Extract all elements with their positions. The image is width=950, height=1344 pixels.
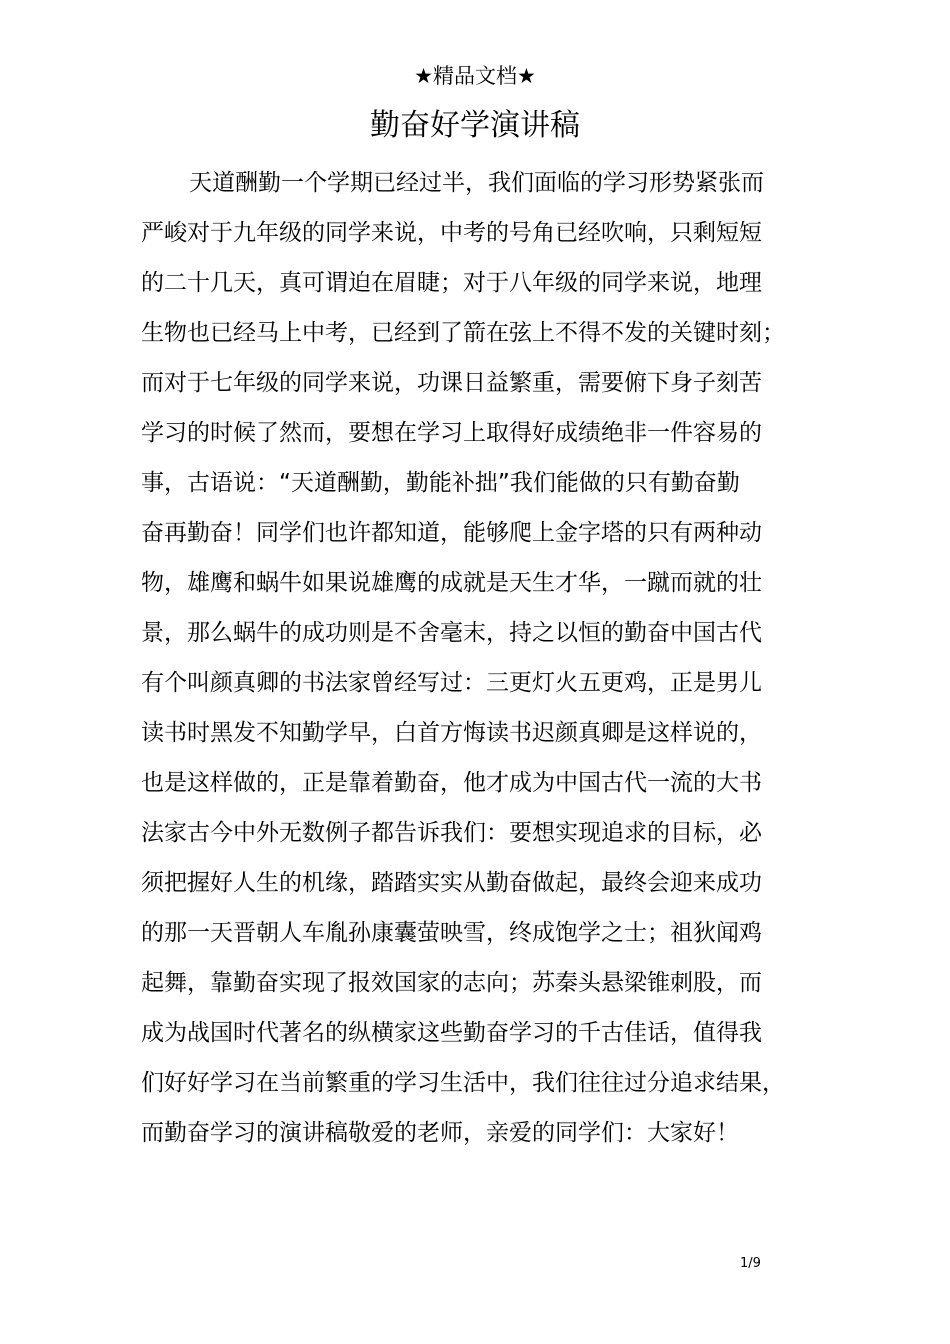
paragraph-line: 须把握好人生的机缘，踏踏实实从勤奋做起，最终会迎来成功 [141,870,762,896]
paragraph-line: 天道酬勤一个学期已经过半，我们面临的学习形势紧张而 [189,170,764,196]
paragraph-line: 有个叫颜真卿的书法家曾经写过：三更灯火五更鸡，正是男儿 [141,670,762,696]
document-header: ★精品文档★ [414,64,536,88]
paragraph-line: 而勤奋学习的演讲稿敬爱的老师，亲爱的同学们：大家好！ [141,1120,739,1146]
paragraph-line: 事，古语说：“天道酬勤，勤能补拙”我们能做的只有勤奋勤 [141,470,740,496]
paragraph-line: 生物也已经马上中考，已经到了箭在弦上不得不发的关键时刻； [141,320,785,346]
paragraph-line: 也是这样做的，正是靠着勤奋，他才成为中国古代一流的大书 [141,770,762,796]
paragraph-line: 读书时黑发不知勤学早，白首方悔读书迟颜真卿是这样说的， [141,720,762,746]
paragraph-line: 们好好学习在当前繁重的学习生活中，我们往往过分追求结果， [141,1070,785,1096]
paragraph-line: 起舞，靠勤奋实现了报效国家的志向；苏秦头悬梁锥刺股，而 [141,970,762,996]
document-body [141,158,831,1158]
paragraph-line: 而对于七年级的同学来说，功课日益繁重，需要俯下身子刻苦 [141,370,762,396]
paragraph-line: 景，那么蜗牛的成功则是不舍毫末，持之以恒的勤奋中国古代 [141,620,762,646]
paragraph-line: 的那一天晋朝人车胤孙康囊萤映雪，终成饱学之士；祖狄闻鸡 [141,920,762,946]
paragraph-line: 严峻对于九年级的同学来说，中考的号角已经吹响，只剩短短 [141,220,762,246]
paragraph-line: 法家古今中外无数例子都告诉我们：要想实现追求的目标，必 [141,820,762,846]
page-number: 1/9 [740,1256,761,1271]
paragraph-line: 奋再勤奋！同学们也许都知道，能够爬上金字塔的只有两种动 [141,520,762,546]
paragraph-line: 的二十几天，真可谓迫在眉睫；对于八年级的同学来说，地理 [141,270,762,296]
paragraph-line: 成为战国时代著名的纵横家这些勤奋学习的千古佳话，值得我 [141,1020,762,1046]
paragraph-line: 物，雄鹰和蜗牛如果说雄鹰的成就是天生才华，一蹴而就的壮 [141,570,762,596]
paragraph-line: 学习的时候了然而，要想在学习上取得好成绩绝非一件容易的 [141,420,762,446]
document-title: 勤奋好学演讲稿 [370,108,580,143]
